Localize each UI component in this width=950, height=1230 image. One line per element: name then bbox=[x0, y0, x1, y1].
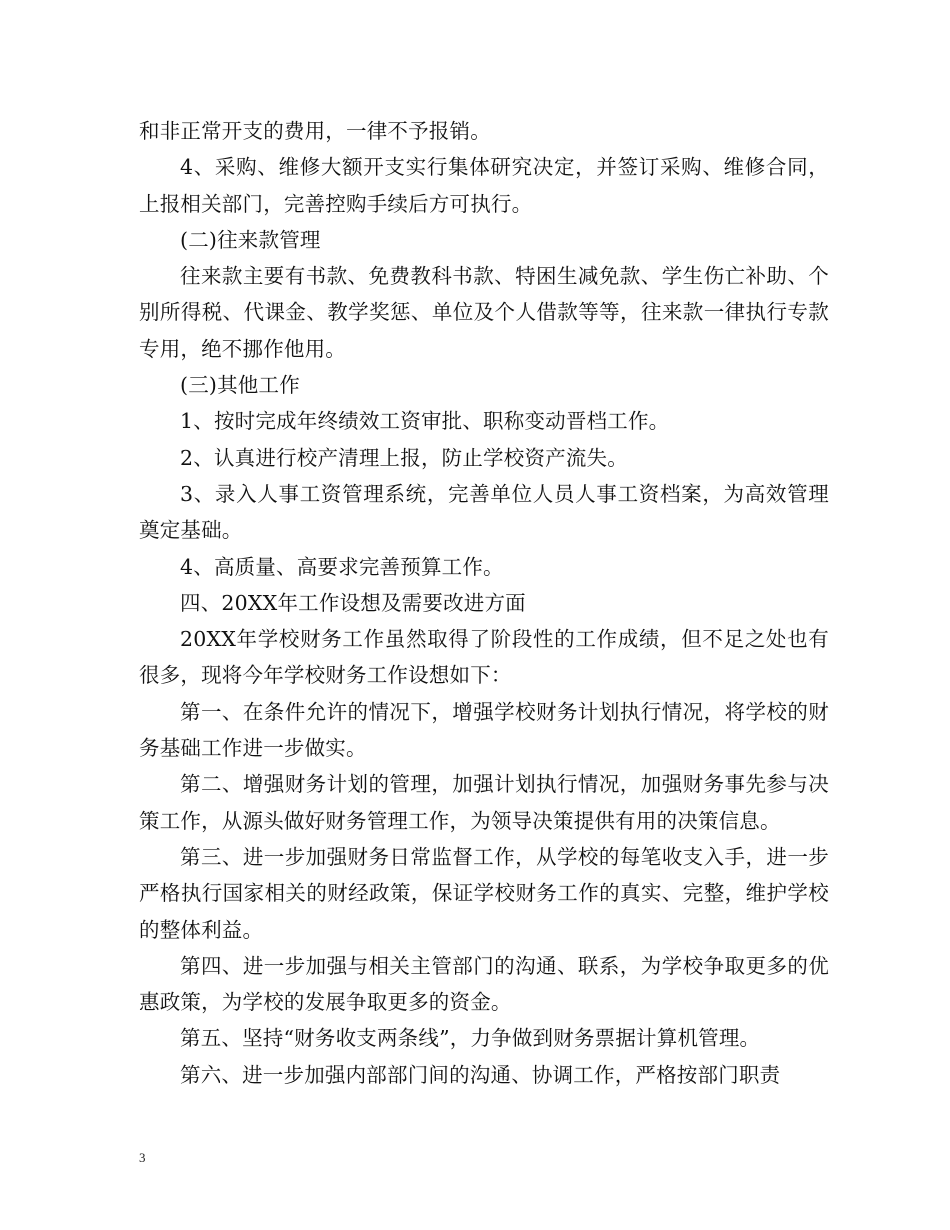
paragraph: 4、采购、维修大额开支实行集体研究决定，并签订采购、维修合同，上报相关部门，完善控购手续后方可执行。 bbox=[139, 155, 829, 216]
paragraph: 4、高质量、高要求完善预算工作。 bbox=[180, 554, 504, 579]
paragraph: 第五、坚持“财务收支两条线”，力争做到财务票据计算机管理。 bbox=[180, 1026, 761, 1051]
paragraph: 第一、在条件允许的情况下，增强学校财务计划执行情况，将学校的财务基础工作进一步做实。 bbox=[139, 699, 829, 761]
paragraph: 第三、进一步加强财务日常监督工作，从学校的每笔收支入手，进一步严格执行国家相关的财经政策，保证学校财务工作的真实、完整，维护学校的整体利益。 bbox=[139, 844, 829, 942]
paragraph: 1、按时完成年终绩效工资审批、职称变动晋档工作。 bbox=[180, 409, 670, 434]
paragraph: 3、录入人事工资管理系统，完善单位人员人事工资档案，为高效管理奠定基础。 bbox=[139, 481, 829, 543]
paragraph: 往来款主要有书款、免费教科书款、特困生减免款、学生伤亡补助、个别所得税、代课金、教学奖惩、单位及个人借款等等，往来款一律执行专款专用，绝不挪作他用。 bbox=[139, 264, 829, 361]
section-heading: (二)往来款管理 bbox=[180, 227, 321, 252]
paragraph: 第六、进一步加强内部部门间的沟通、协调工作，严格按部门职责 bbox=[180, 1062, 781, 1087]
paragraph: 20XX年学校财务工作虽然取得了阶段性的工作成绩，但不足之处也有很多，现将今年学校财务工作设想如下： bbox=[139, 627, 829, 688]
page-number: 3 bbox=[139, 1150, 146, 1165]
document-body bbox=[139, 113, 829, 1093]
paragraph: 第二、增强财务计划的管理，加强计划执行情况，加强财务事先参与决策工作，从源头做好财务管理工作，为领导决策提供有用的决策信息。 bbox=[139, 772, 829, 833]
paragraph: 2、认真进行校产清理上报，防止学校资产流失。 bbox=[180, 445, 628, 470]
section-heading: (三)其他工作 bbox=[180, 373, 300, 398]
paragraph: 和非正常开支的费用，一律不予报销。 bbox=[139, 119, 491, 143]
section-heading: 四、20XX年工作设想及需要改进方面 bbox=[180, 590, 526, 615]
paragraph: 第四、进一步加强与相关主管部门的沟通、联系，为学校争取更多的优惠政策，为学校的发展争取更多的资金。 bbox=[139, 953, 829, 1015]
